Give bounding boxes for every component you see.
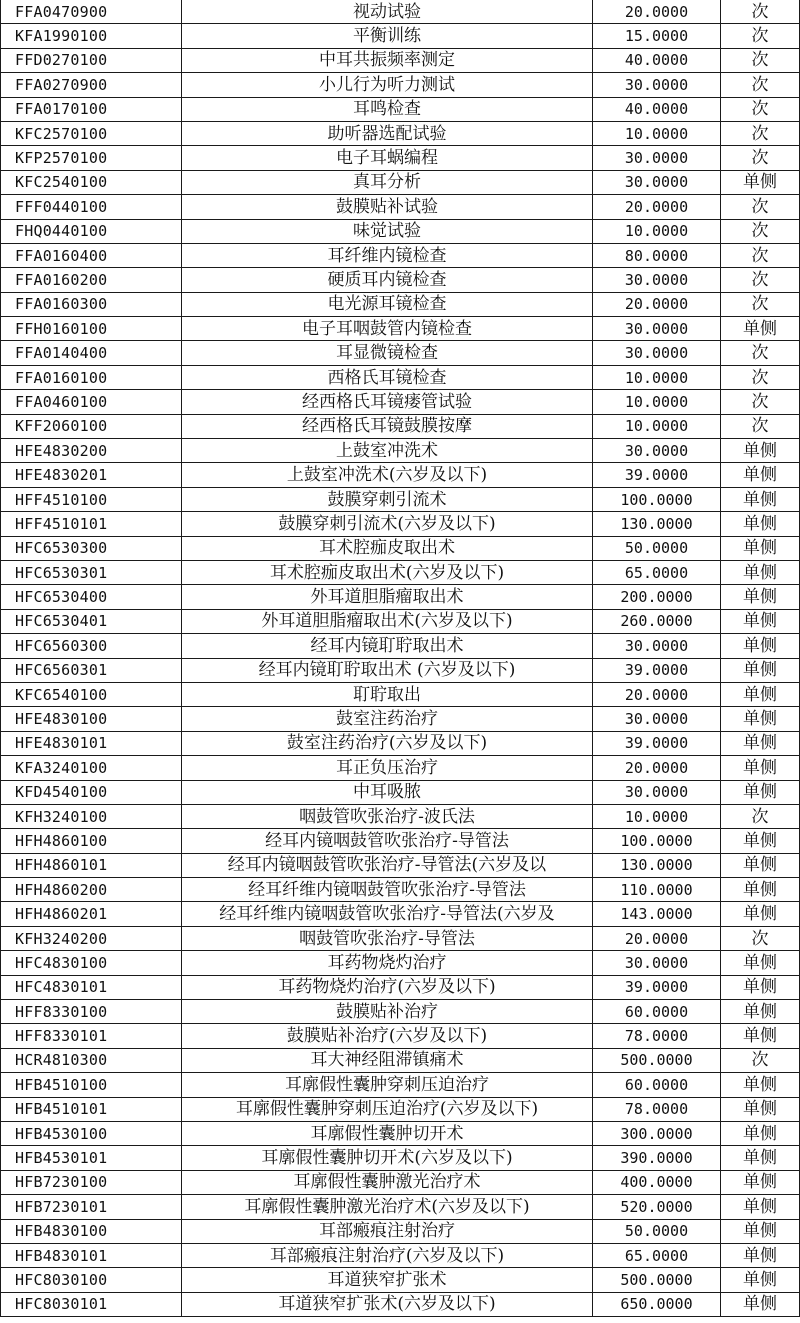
- item-price-cell: 400.0000: [593, 1170, 721, 1194]
- item-name-cell: 经耳内镜咽鼓管吹张治疗-导管法(六岁及以: [182, 853, 593, 877]
- item-code-cell: HFB4830100: [1, 1219, 182, 1243]
- item-code-cell: FFA0160300: [1, 292, 182, 316]
- item-unit-cell: 单侧: [721, 707, 800, 731]
- item-unit-cell: 单侧: [721, 878, 800, 902]
- item-code-cell: HFC6530401: [1, 609, 182, 633]
- table-row: [1, 951, 800, 975]
- table-row: [1, 121, 800, 145]
- item-price-cell: 143.0000: [593, 902, 721, 926]
- item-unit-cell: 单侧: [721, 560, 800, 584]
- item-unit-cell: 单侧: [721, 731, 800, 755]
- item-unit-cell: 单侧: [721, 1146, 800, 1170]
- item-unit-cell: 单侧: [721, 1268, 800, 1292]
- item-name-cell: 外耳道胆脂瘤取出术: [182, 585, 593, 609]
- item-price-cell: 520.0000: [593, 1195, 721, 1219]
- item-price-cell: 40.0000: [593, 97, 721, 121]
- item-name-cell: 助听器选配试验: [182, 121, 593, 145]
- item-name-cell: 鼓室注药治疗(六岁及以下): [182, 731, 593, 755]
- item-code-cell: HFC6560301: [1, 658, 182, 682]
- item-code-cell: HFB7230101: [1, 1195, 182, 1219]
- item-price-cell: 130.0000: [593, 853, 721, 877]
- item-name-cell: 真耳分析: [182, 170, 593, 194]
- item-code-cell: HFE4830201: [1, 463, 182, 487]
- item-name-cell: 西格氏耳镜检查: [182, 365, 593, 389]
- item-price-cell: 60.0000: [593, 1000, 721, 1024]
- item-code-cell: FFD0270100: [1, 48, 182, 72]
- item-name-cell: 电光源耳镜检查: [182, 292, 593, 316]
- item-price-cell: 500.0000: [593, 1048, 721, 1072]
- item-code-cell: HFF8330101: [1, 1024, 182, 1048]
- item-code-cell: HCR4810300: [1, 1048, 182, 1072]
- item-unit-cell: 次: [721, 243, 800, 267]
- item-name-cell: 中耳吸脓: [182, 780, 593, 804]
- item-code-cell: KFC2540100: [1, 170, 182, 194]
- item-name-cell: 耳术腔痂皮取出术(六岁及以下): [182, 560, 593, 584]
- table-row: [1, 609, 800, 633]
- item-name-cell: 经西格氏耳镜鼓膜按摩: [182, 414, 593, 438]
- item-unit-cell: 单侧: [721, 609, 800, 633]
- table-row: [1, 439, 800, 463]
- item-unit-cell: 单侧: [721, 487, 800, 511]
- item-unit-cell: 单侧: [721, 853, 800, 877]
- item-code-cell: FFA0170100: [1, 97, 182, 121]
- item-code-cell: FFA0470900: [1, 0, 182, 24]
- item-unit-cell: 单侧: [721, 317, 800, 341]
- item-price-cell: 30.0000: [593, 951, 721, 975]
- item-unit-cell: 单侧: [721, 1195, 800, 1219]
- table-row: [1, 146, 800, 170]
- item-code-cell: KFF2060100: [1, 414, 182, 438]
- item-price-cell: 39.0000: [593, 975, 721, 999]
- item-price-cell: 20.0000: [593, 926, 721, 950]
- item-code-cell: HFC6530300: [1, 536, 182, 560]
- item-name-cell: 中耳共振频率测定: [182, 48, 593, 72]
- item-price-cell: 30.0000: [593, 439, 721, 463]
- item-code-cell: FHQ0440100: [1, 219, 182, 243]
- item-name-cell: 经耳内镜耵聍取出术 (六岁及以下): [182, 658, 593, 682]
- item-price-cell: 50.0000: [593, 1219, 721, 1243]
- item-unit-cell: 次: [721, 97, 800, 121]
- table-row: [1, 829, 800, 853]
- item-unit-cell: 次: [721, 195, 800, 219]
- item-unit-cell: 次: [721, 24, 800, 48]
- item-code-cell: HFH4860101: [1, 853, 182, 877]
- item-price-cell: 300.0000: [593, 1121, 721, 1145]
- table-row: [1, 756, 800, 780]
- table-row: [1, 317, 800, 341]
- item-unit-cell: 单侧: [721, 658, 800, 682]
- item-unit-cell: 次: [721, 219, 800, 243]
- item-name-cell: 上鼓室冲洗术(六岁及以下): [182, 463, 593, 487]
- table-row: [1, 1000, 800, 1024]
- item-name-cell: 鼓室注药治疗: [182, 707, 593, 731]
- item-code-cell: HFC4830100: [1, 951, 182, 975]
- item-price-cell: 39.0000: [593, 658, 721, 682]
- item-code-cell: FFH0160100: [1, 317, 182, 341]
- item-name-cell: 咽鼓管吹张治疗-波氏法: [182, 804, 593, 828]
- item-name-cell: 鼓膜贴补治疗(六岁及以下): [182, 1024, 593, 1048]
- table-row: [1, 1024, 800, 1048]
- table-row: [1, 195, 800, 219]
- item-code-cell: KFA1990100: [1, 24, 182, 48]
- item-unit-cell: 单侧: [721, 536, 800, 560]
- item-price-cell: 10.0000: [593, 390, 721, 414]
- item-name-cell: 上鼓室冲洗术: [182, 439, 593, 463]
- table-row: [1, 512, 800, 536]
- item-unit-cell: 单侧: [721, 512, 800, 536]
- item-code-cell: HFH4860200: [1, 878, 182, 902]
- item-name-cell: 外耳道胆脂瘤取出术(六岁及以下): [182, 609, 593, 633]
- table-row: [1, 585, 800, 609]
- item-name-cell: 耳术腔痂皮取出术: [182, 536, 593, 560]
- item-name-cell: 硬质耳内镜检查: [182, 268, 593, 292]
- item-unit-cell: 次: [721, 121, 800, 145]
- item-code-cell: FFA0460100: [1, 390, 182, 414]
- table-row: [1, 487, 800, 511]
- table-row: [1, 902, 800, 926]
- item-unit-cell: 次: [721, 414, 800, 438]
- item-price-cell: 39.0000: [593, 463, 721, 487]
- item-price-cell: 15.0000: [593, 24, 721, 48]
- item-price-cell: 30.0000: [593, 73, 721, 97]
- item-price-cell: 65.0000: [593, 1243, 721, 1267]
- item-price-cell: 20.0000: [593, 682, 721, 706]
- item-code-cell: FFA0160400: [1, 243, 182, 267]
- item-price-cell: 20.0000: [593, 0, 721, 24]
- item-name-cell: 耳部瘢痕注射治疗(六岁及以下): [182, 1243, 593, 1267]
- item-code-cell: HFC6560300: [1, 634, 182, 658]
- item-code-cell: KFH3240100: [1, 804, 182, 828]
- item-code-cell: HFH4860100: [1, 829, 182, 853]
- table-row: [1, 1268, 800, 1292]
- item-code-cell: FFF0440100: [1, 195, 182, 219]
- item-code-cell: HFB7230100: [1, 1170, 182, 1194]
- item-code-cell: HFE4830100: [1, 707, 182, 731]
- item-unit-cell: 次: [721, 804, 800, 828]
- table-row: [1, 414, 800, 438]
- item-price-cell: 50.0000: [593, 536, 721, 560]
- item-unit-cell: 单侧: [721, 1243, 800, 1267]
- table-row: [1, 853, 800, 877]
- item-name-cell: 耳药物烧灼治疗(六岁及以下): [182, 975, 593, 999]
- item-code-cell: FFA0160100: [1, 365, 182, 389]
- table-row: [1, 170, 800, 194]
- item-unit-cell: 单侧: [721, 780, 800, 804]
- item-name-cell: 经耳内镜耵聍取出术: [182, 634, 593, 658]
- item-price-cell: 30.0000: [593, 146, 721, 170]
- item-unit-cell: 单侧: [721, 1292, 800, 1316]
- table-row: [1, 536, 800, 560]
- item-code-cell: HFC6530301: [1, 560, 182, 584]
- item-price-cell: 30.0000: [593, 341, 721, 365]
- item-unit-cell: 单侧: [721, 1097, 800, 1121]
- item-code-cell: HFB4530100: [1, 1121, 182, 1145]
- item-unit-cell: 次: [721, 146, 800, 170]
- item-price-cell: 10.0000: [593, 365, 721, 389]
- item-unit-cell: 单侧: [721, 902, 800, 926]
- item-name-cell: 经耳内镜咽鼓管吹张治疗-导管法: [182, 829, 593, 853]
- item-unit-cell: 单侧: [721, 1170, 800, 1194]
- table-row: [1, 24, 800, 48]
- item-price-cell: 10.0000: [593, 804, 721, 828]
- item-price-cell: 650.0000: [593, 1292, 721, 1316]
- item-price-cell: 40.0000: [593, 48, 721, 72]
- item-name-cell: 耵聍取出: [182, 682, 593, 706]
- table-row: [1, 1048, 800, 1072]
- item-unit-cell: 次: [721, 341, 800, 365]
- item-price-cell: 500.0000: [593, 1268, 721, 1292]
- table-row: [1, 1195, 800, 1219]
- item-name-cell: 经西格氏耳镜瘘管试验: [182, 390, 593, 414]
- item-name-cell: 耳廓假性囊肿切开术: [182, 1121, 593, 1145]
- table-row: [1, 804, 800, 828]
- table-row: [1, 390, 800, 414]
- item-code-cell: HFC8030101: [1, 1292, 182, 1316]
- table-row: [1, 463, 800, 487]
- item-name-cell: 味觉试验: [182, 219, 593, 243]
- item-price-cell: 30.0000: [593, 707, 721, 731]
- item-code-cell: HFC8030100: [1, 1268, 182, 1292]
- item-price-cell: 20.0000: [593, 195, 721, 219]
- item-name-cell: 耳部瘢痕注射治疗: [182, 1219, 593, 1243]
- item-price-cell: 30.0000: [593, 317, 721, 341]
- item-name-cell: 耳药物烧灼治疗: [182, 951, 593, 975]
- table-row: [1, 1292, 800, 1316]
- item-unit-cell: 单侧: [721, 975, 800, 999]
- table-body: [1, 0, 800, 1317]
- item-unit-cell: 次: [721, 1048, 800, 1072]
- item-price-cell: 60.0000: [593, 1073, 721, 1097]
- item-price-cell: 130.0000: [593, 512, 721, 536]
- item-name-cell: 鼓膜穿刺引流术: [182, 487, 593, 511]
- item-code-cell: FFA0140400: [1, 341, 182, 365]
- item-name-cell: 耳道狭窄扩张术: [182, 1268, 593, 1292]
- item-unit-cell: 单侧: [721, 951, 800, 975]
- table-row: [1, 73, 800, 97]
- item-price-cell: 10.0000: [593, 121, 721, 145]
- item-code-cell: HFB4510101: [1, 1097, 182, 1121]
- item-price-cell: 30.0000: [593, 268, 721, 292]
- table-row: [1, 682, 800, 706]
- item-code-cell: KFC6540100: [1, 682, 182, 706]
- item-code-cell: HFC6530400: [1, 585, 182, 609]
- item-price-cell: 30.0000: [593, 634, 721, 658]
- item-name-cell: 电子耳蜗编程: [182, 146, 593, 170]
- item-name-cell: 平衡训练: [182, 24, 593, 48]
- item-name-cell: 鼓膜贴补治疗: [182, 1000, 593, 1024]
- item-unit-cell: 次: [721, 73, 800, 97]
- item-unit-cell: 次: [721, 292, 800, 316]
- item-price-cell: 80.0000: [593, 243, 721, 267]
- table-row: [1, 341, 800, 365]
- item-unit-cell: 次: [721, 268, 800, 292]
- item-code-cell: HFF4510101: [1, 512, 182, 536]
- item-code-cell: KFH3240200: [1, 926, 182, 950]
- item-price-cell: 110.0000: [593, 878, 721, 902]
- item-code-cell: FFA0160200: [1, 268, 182, 292]
- table-row: [1, 97, 800, 121]
- item-price-cell: 30.0000: [593, 170, 721, 194]
- table-row: [1, 658, 800, 682]
- table-row: [1, 634, 800, 658]
- table-row: [1, 731, 800, 755]
- item-name-cell: 耳廓假性囊肿穿刺压迫治疗: [182, 1073, 593, 1097]
- item-unit-cell: 单侧: [721, 1219, 800, 1243]
- item-name-cell: 耳廓假性囊肿激光治疗术: [182, 1170, 593, 1194]
- item-price-cell: 10.0000: [593, 414, 721, 438]
- table-row: [1, 1219, 800, 1243]
- item-unit-cell: 单侧: [721, 439, 800, 463]
- item-unit-cell: 单侧: [721, 682, 800, 706]
- table-row: [1, 243, 800, 267]
- item-name-cell: 视动试验: [182, 0, 593, 24]
- item-name-cell: 小儿行为听力测试: [182, 73, 593, 97]
- item-unit-cell: 单侧: [721, 1000, 800, 1024]
- table-row: [1, 707, 800, 731]
- item-name-cell: 咽鼓管吹张治疗-导管法: [182, 926, 593, 950]
- item-code-cell: HFB4830101: [1, 1243, 182, 1267]
- item-price-cell: 10.0000: [593, 219, 721, 243]
- item-name-cell: 鼓膜贴补试验: [182, 195, 593, 219]
- item-unit-cell: 单侧: [721, 1073, 800, 1097]
- item-name-cell: 耳鸣检查: [182, 97, 593, 121]
- item-name-cell: 经耳纤维内镜咽鼓管吹张治疗-导管法(六岁及: [182, 902, 593, 926]
- table-row: [1, 48, 800, 72]
- item-code-cell: HFB4530101: [1, 1146, 182, 1170]
- item-code-cell: KFC2570100: [1, 121, 182, 145]
- item-unit-cell: 单侧: [721, 585, 800, 609]
- item-name-cell: 电子耳咽鼓管内镜检查: [182, 317, 593, 341]
- item-code-cell: HFB4510100: [1, 1073, 182, 1097]
- item-unit-cell: 单侧: [721, 170, 800, 194]
- item-name-cell: 耳显微镜检查: [182, 341, 593, 365]
- table-row: [1, 780, 800, 804]
- table-row: [1, 1170, 800, 1194]
- item-price-cell: 260.0000: [593, 609, 721, 633]
- item-name-cell: 耳正负压治疗: [182, 756, 593, 780]
- item-unit-cell: 次: [721, 365, 800, 389]
- item-name-cell: 经耳纤维内镜咽鼓管吹张治疗-导管法: [182, 878, 593, 902]
- item-unit-cell: 次: [721, 390, 800, 414]
- table-row: [1, 926, 800, 950]
- item-name-cell: 耳大神经阻滞镇痛术: [182, 1048, 593, 1072]
- table-row: [1, 560, 800, 584]
- table-row: [1, 365, 800, 389]
- table-row: [1, 1243, 800, 1267]
- item-unit-cell: 次: [721, 48, 800, 72]
- item-unit-cell: 单侧: [721, 634, 800, 658]
- item-unit-cell: 单侧: [721, 756, 800, 780]
- item-price-cell: 20.0000: [593, 756, 721, 780]
- item-code-cell: KFP2570100: [1, 146, 182, 170]
- item-price-cell: 20.0000: [593, 292, 721, 316]
- table-row: [1, 292, 800, 316]
- table-row: [1, 1097, 800, 1121]
- item-unit-cell: 次: [721, 0, 800, 24]
- item-name-cell: 耳廓假性囊肿切开术(六岁及以下): [182, 1146, 593, 1170]
- item-name-cell: 耳纤维内镜检查: [182, 243, 593, 267]
- item-name-cell: 鼓膜穿刺引流术(六岁及以下): [182, 512, 593, 536]
- item-unit-cell: 单侧: [721, 1024, 800, 1048]
- item-unit-cell: 单侧: [721, 1121, 800, 1145]
- table-row: [1, 1073, 800, 1097]
- item-price-cell: 78.0000: [593, 1097, 721, 1121]
- item-price-cell: 100.0000: [593, 829, 721, 853]
- item-code-cell: HFE4830200: [1, 439, 182, 463]
- item-price-cell: 100.0000: [593, 487, 721, 511]
- item-code-cell: HFC4830101: [1, 975, 182, 999]
- item-unit-cell: 次: [721, 926, 800, 950]
- table-row: [1, 878, 800, 902]
- item-name-cell: 耳道狭窄扩张术(六岁及以下): [182, 1292, 593, 1316]
- item-code-cell: KFD4540100: [1, 780, 182, 804]
- item-code-cell: HFE4830101: [1, 731, 182, 755]
- table-row: [1, 975, 800, 999]
- item-name-cell: 耳廓假性囊肿穿刺压迫治疗(六岁及以下): [182, 1097, 593, 1121]
- item-price-cell: 39.0000: [593, 731, 721, 755]
- item-code-cell: HFH4860201: [1, 902, 182, 926]
- table-row: [1, 1146, 800, 1170]
- table-row: [1, 1121, 800, 1145]
- table-row: [1, 219, 800, 243]
- item-code-cell: HFF4510100: [1, 487, 182, 511]
- item-unit-cell: 单侧: [721, 463, 800, 487]
- table-row: [1, 268, 800, 292]
- item-unit-cell: 单侧: [721, 829, 800, 853]
- item-price-cell: 30.0000: [593, 780, 721, 804]
- item-price-cell: 390.0000: [593, 1146, 721, 1170]
- item-price-cell: 65.0000: [593, 560, 721, 584]
- item-code-cell: KFA3240100: [1, 756, 182, 780]
- table-row: [1, 0, 800, 24]
- item-code-cell: FFA0270900: [1, 73, 182, 97]
- item-price-cell: 78.0000: [593, 1024, 721, 1048]
- item-price-cell: 200.0000: [593, 585, 721, 609]
- item-name-cell: 耳廓假性囊肿激光治疗术(六岁及以下): [182, 1195, 593, 1219]
- item-code-cell: HFF8330100: [1, 1000, 182, 1024]
